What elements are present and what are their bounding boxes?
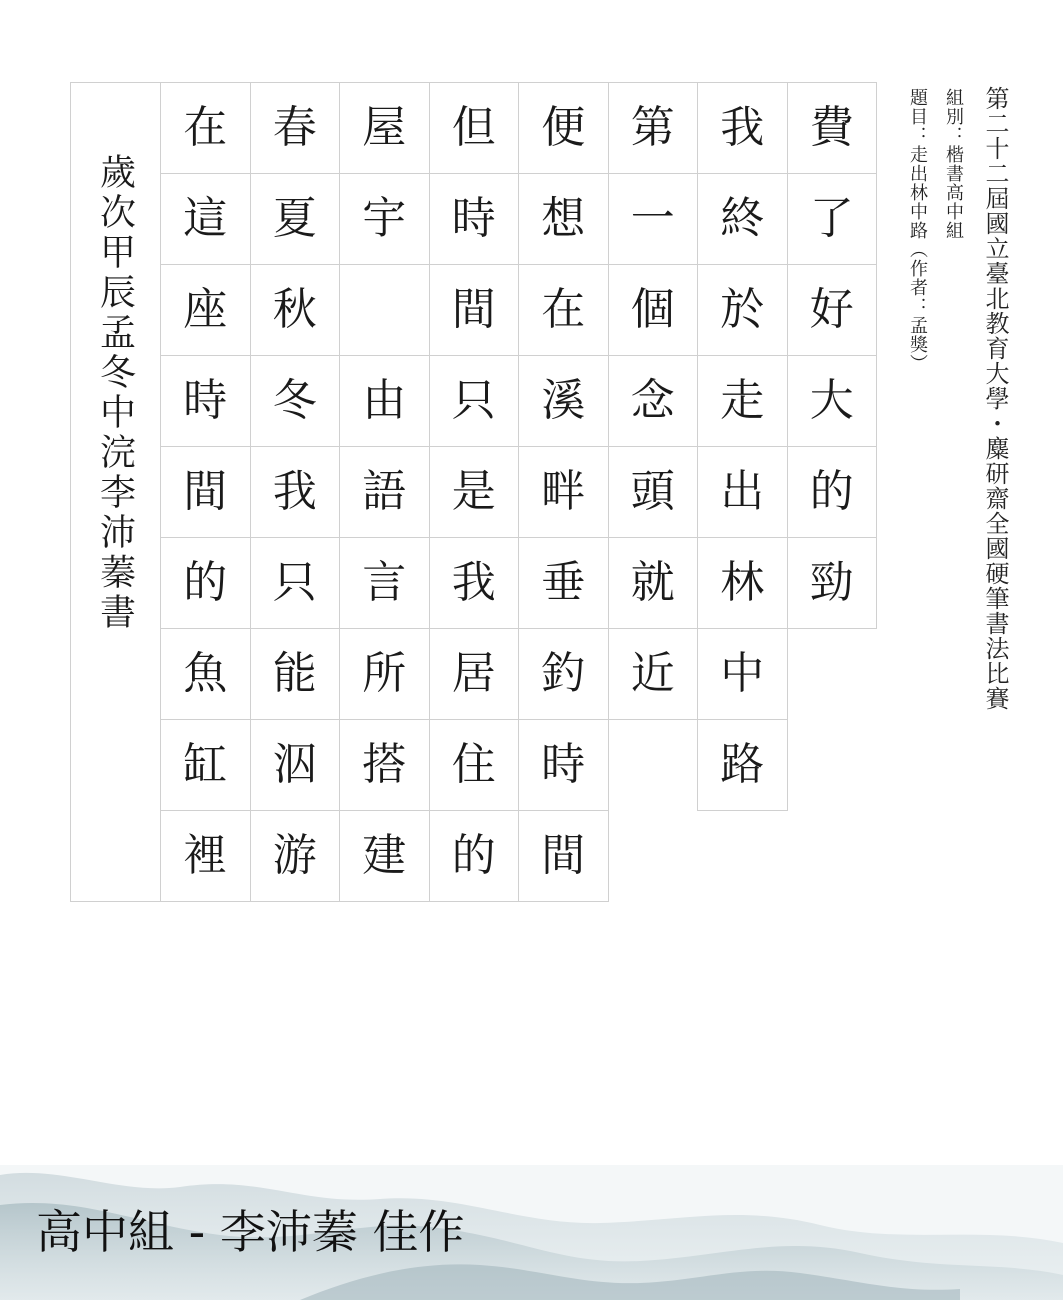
grid-cell: 屋 xyxy=(339,82,430,174)
grid-cell: 冬 xyxy=(250,355,341,447)
grid-cell: 由 xyxy=(339,355,430,447)
signature-text: 歲次甲辰孟冬中浣李沛蓁書 xyxy=(94,153,136,633)
grid-cell: 我 xyxy=(697,82,788,174)
grid-cell: 的 xyxy=(429,810,520,902)
grid-cell: 林 xyxy=(697,537,788,629)
grid-cell: 就 xyxy=(608,537,699,629)
grid-cell: 在 xyxy=(518,264,609,356)
grid-cell: 的 xyxy=(160,537,251,629)
grid-cell: 座 xyxy=(160,264,251,356)
grid-cell: 搭 xyxy=(339,719,430,811)
grid-cell: 這 xyxy=(160,173,251,265)
grid-cell: 居 xyxy=(429,628,520,720)
grid-cell: 近 xyxy=(608,628,699,720)
grid-cell: 一 xyxy=(608,173,699,265)
grid-cell: 便 xyxy=(518,82,609,174)
topic-label: 題目：走出林中路（作者：孟獎） xyxy=(907,88,928,373)
grid-cell: 夏 xyxy=(250,173,341,265)
grid-cell: 秋 xyxy=(250,264,341,356)
grid-cell: 於 xyxy=(697,264,788,356)
grid-cell: 缸 xyxy=(160,719,251,811)
grid-cell: 只 xyxy=(429,355,520,447)
grid-cell xyxy=(339,264,430,356)
grid-cell: 間 xyxy=(429,264,520,356)
category-label: 組別：楷書高中組 xyxy=(943,88,964,240)
grid-cell: 是 xyxy=(429,446,520,538)
grid-cell: 春 xyxy=(250,82,341,174)
grid-cell: 只 xyxy=(250,537,341,629)
grid-cell: 頭 xyxy=(608,446,699,538)
grid-cell: 勁 xyxy=(787,537,878,629)
grid-cell: 游 xyxy=(250,810,341,902)
grid-cell: 走 xyxy=(697,355,788,447)
grid-cell: 終 xyxy=(697,173,788,265)
grid-cell: 釣 xyxy=(518,628,609,720)
signature-column xyxy=(70,82,161,902)
grid-cell: 所 xyxy=(339,628,430,720)
grid-cell: 裡 xyxy=(160,810,251,902)
grid-cell: 泅 xyxy=(250,719,341,811)
grid-cell: 大 xyxy=(787,355,878,447)
grid-cell: 中 xyxy=(697,628,788,720)
grid-cell: 宇 xyxy=(339,173,430,265)
grid-cell: 出 xyxy=(697,446,788,538)
grid-cell: 想 xyxy=(518,173,609,265)
grid-cell: 間 xyxy=(160,446,251,538)
grid-cell: 言 xyxy=(339,537,430,629)
grid-cell: 我 xyxy=(429,537,520,629)
grid-cell: 時 xyxy=(160,355,251,447)
grid-cell: 了 xyxy=(787,173,878,265)
grid-cell: 念 xyxy=(608,355,699,447)
grid-cell: 個 xyxy=(608,264,699,356)
grid-cell: 在 xyxy=(160,82,251,174)
grid-cell: 好 xyxy=(787,264,878,356)
competition-title: 第二十二屆國立臺北教育大學・麋研齋全國硬筆書法比賽 xyxy=(981,86,1009,711)
grid-cell: 畔 xyxy=(518,446,609,538)
footer-title: 高中組 - 李沛蓁 佳作 xyxy=(36,1205,465,1259)
grid-cell: 時 xyxy=(429,173,520,265)
grid-cell: 費 xyxy=(787,82,878,174)
grid-cell: 垂 xyxy=(518,537,609,629)
grid-cell: 的 xyxy=(787,446,878,538)
grid-cell: 我 xyxy=(250,446,341,538)
grid-cell: 路 xyxy=(697,719,788,811)
grid-cell: 時 xyxy=(518,719,609,811)
grid-cell: 能 xyxy=(250,628,341,720)
grid-cell: 語 xyxy=(339,446,430,538)
grid-cell: 建 xyxy=(339,810,430,902)
grid-cell: 住 xyxy=(429,719,520,811)
grid-cell: 第 xyxy=(608,82,699,174)
grid-cell: 間 xyxy=(518,810,609,902)
grid-cell: 但 xyxy=(429,82,520,174)
grid-cell: 魚 xyxy=(160,628,251,720)
grid-cell: 溪 xyxy=(518,355,609,447)
